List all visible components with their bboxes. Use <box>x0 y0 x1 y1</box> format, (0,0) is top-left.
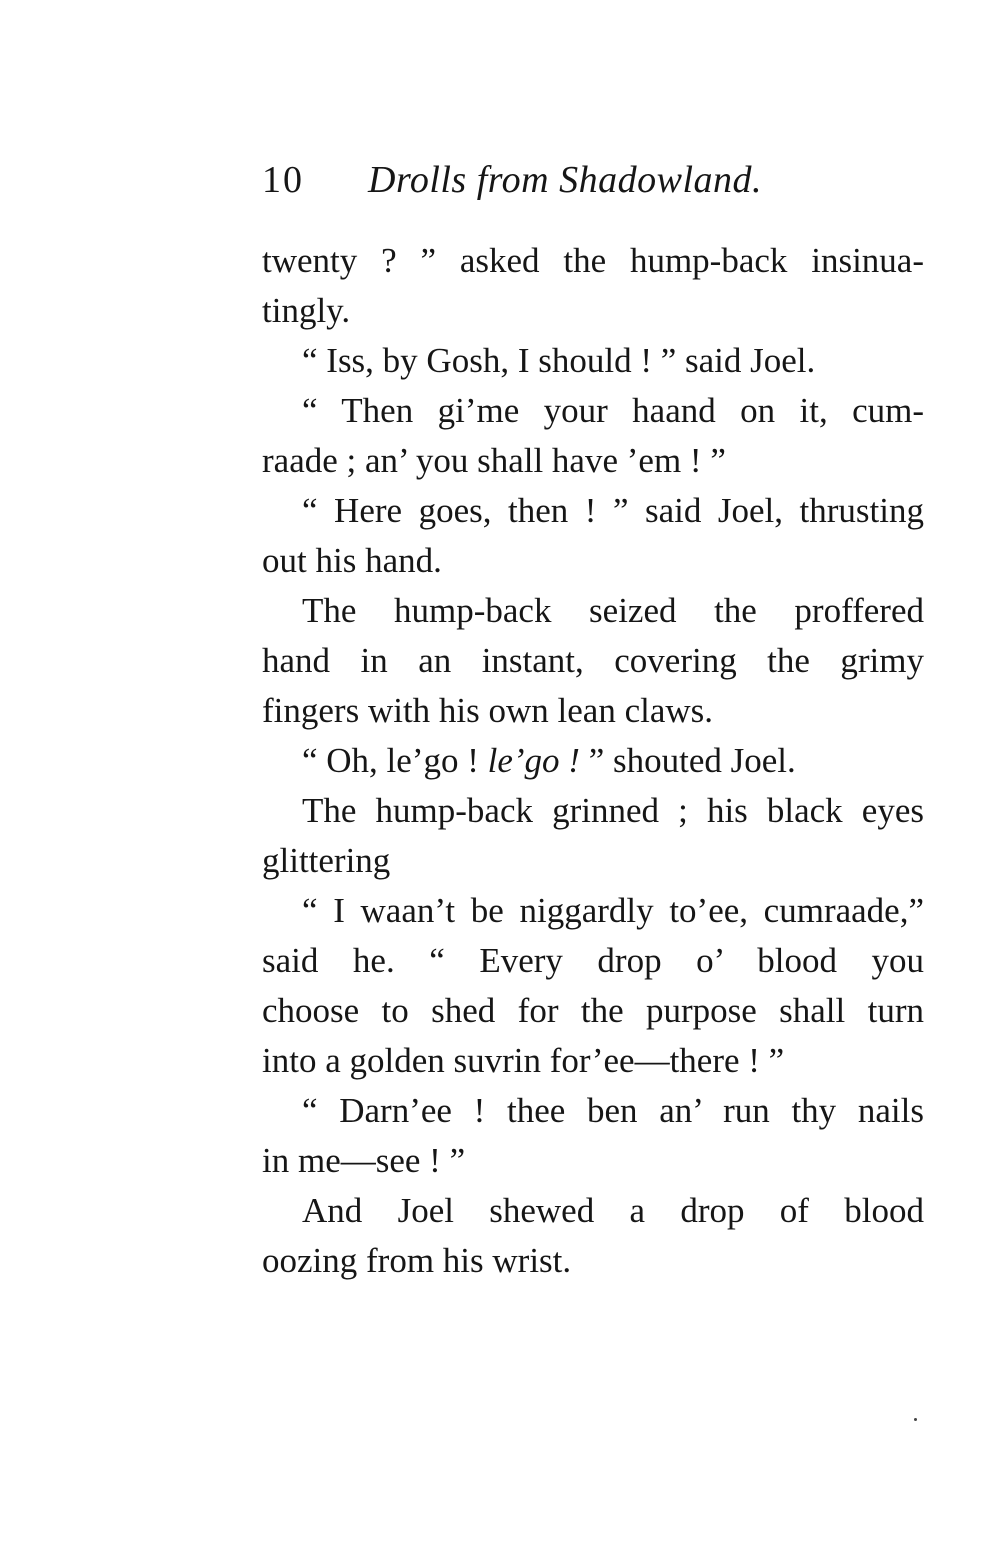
text-line-part: “ Oh, le’go ! <box>302 741 488 780</box>
emphasized-text: le’go ! <box>487 741 580 780</box>
text-line: raade ; an’ you shall have ’em ! ” <box>262 441 726 480</box>
text-line: The hump-back grinned ; his black eyes <box>302 791 924 830</box>
text-line: “ Then gi’me your haand on it, cum- <box>302 391 924 430</box>
text-line: “ Here goes, then ! ” said Joel, thrusting <box>302 491 924 530</box>
text-line: choose to shed for the purpose shall turn <box>262 991 924 1030</box>
text-line-part: ” shouted Joel. <box>579 741 796 780</box>
text-line: twenty ? ” asked the hump-back insinua- <box>262 241 924 280</box>
body-text <box>262 236 924 1286</box>
running-head <box>262 152 924 208</box>
text-line: said he. “ Every drop o’ blood you <box>262 941 924 980</box>
text-line: hand in an instant, covering the grimy <box>262 641 924 680</box>
text-line: “ Darn’ee ! thee ben an’ run thy nails <box>302 1091 924 1130</box>
page-number: 10 <box>262 159 304 201</box>
text-line: “ Iss, by Gosh, I should ! ” said Joel. <box>302 341 816 380</box>
text-line: tingly. <box>262 291 351 330</box>
book-title: Drolls from Shadowland. <box>368 159 763 201</box>
print-speck <box>914 1418 917 1421</box>
text-line: And Joel shewed a drop of blood <box>302 1191 924 1230</box>
text-line: into a golden suvrin for’ee—there ! ” <box>262 1041 785 1080</box>
text-line: out his hand. <box>262 541 442 580</box>
text-line: oozing from his wrist. <box>262 1241 572 1280</box>
text-line <box>262 736 924 786</box>
text-line: fingers with his own lean claws. <box>262 691 714 730</box>
text-line: The hump-back seized the proffered <box>302 591 924 630</box>
text-line: glittering <box>262 841 391 880</box>
text-line: “ I waan’t be niggardly to’ee, cumraade,” <box>302 891 924 930</box>
text-line: in me—see ! ” <box>262 1141 466 1180</box>
